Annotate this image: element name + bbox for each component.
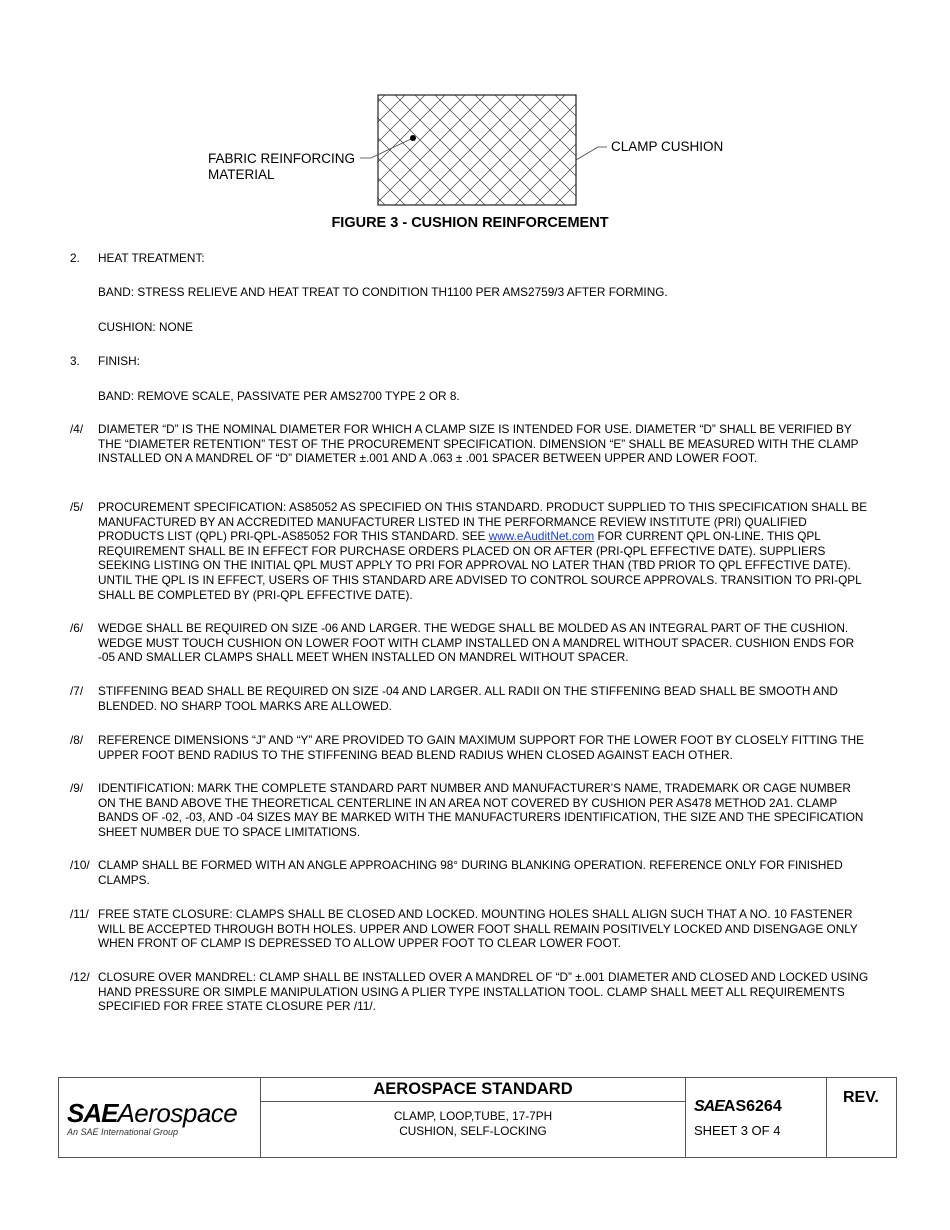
standard-description: CLAMP, LOOP,TUBE, 17-7PH CUSHION, SELF-LOCKING [393,1109,553,1138]
cushion-block [378,95,576,205]
title-cell [261,1078,686,1157]
logo-cell [59,1078,261,1157]
sae-mark: SAE [694,1098,724,1115]
fabric-label [208,151,355,183]
clamp-cushion-label: CLAMP CUSHION [611,139,724,154]
note-5: /5/ PROCUREMENT SPECIFICATION: AS85052 AS SPECIFIED ON THIS STANDARD. PRODUCT SUPPLIED TO THIS SPECIFICATION SHALL BE MANUFACTURED BY AN ACCREDITED MANUFACTURER LISTED IN THE PERFORMANCE REVIEW INSTITUTE (PRI) QUALIFIED PRODUCTS LIST (QPL) PRI-QPL-AS85052 FOR THIS STANDARD. SEE www.eAuditNet.com FOR CURRENT QPL ON-LINE. THIS QPL REQUIREMENT SHALL BE IN EFFECT FOR PURCHASE ORDERS PLACED ON OR AFTER (PRI-QPL EFFECTIVE DATE). SUPPLIERS SEEKING LISTING ON THE INITIAL QPL MUST APPLY TO PRI FOR APPROVAL NO LATER THAN (TBD PRIOR TO QPL EFFECTIVE DATE). UNTIL THE QPL IS IN EFFECT, USERS OF THIS STANDARD ARE ADVISED TO CONTROL SOURCE APPROVALS. TRANSITION TO PRI-QPL SHALL BE COMPLETED BY (PRI-QPL EFFECTIVE DATE). [70,500,868,602]
doc-number-cell [686,1078,827,1157]
section-heat-treatment: 2. HEAT TREATMENT: [70,251,205,265]
sheet-number: SHEET 3 OF 4 [694,1123,781,1138]
cushion-diagram [0,0,950,240]
section-band-heat: BAND: STRESS RELIEVE AND HEAT TREAT TO CONDITION TH1100 PER AMS2759/3 AFTER FORMING. [98,285,668,299]
note-6: /6/ WEDGE SHALL BE REQUIRED ON SIZE -06 AND LARGER. THE WEDGE SHALL BE MOLDED AS AN INTEGRAL PART OF THE CUSHION. WEDGE MUST TOUCH CUSHION ON LOWER FOOT WITH CLAMP INSTALLED ON A MANDREL WITHOUT SPACER. CUSHION ENDS FOR -05 AND SMALLER CLAMPS SHALL MEET WHEN INSTALLED ON MANDREL WITHOUT SPACER. [70,621,855,665]
note-11: /11/ FREE STATE CLOSURE: CLAMPS SHALL BE CLOSED AND LOCKED. MOUNTING HOLES SHALL ALIGN SUCH THAT A NO. 10 FASTENER WILL BE ACCEPTED THROUGH BOTH HOLES. UPPER AND LOWER FOOT SHALL REMAIN POSITIVELY LOCKED AND DISENGAGE ONLY WHEN FRONT OF CLAMP IS DEPRESSED TO ALLOW UPPER FOOT TO CLEAR LOWER FOOT. [70,907,858,951]
title-block [58,1077,897,1158]
note-12: /12/ CLOSURE OVER MANDREL: CLAMP SHALL BE INSTALLED OVER A MANDREL OF “D” ±.001 DIAMETER AND CLOSED AND LOCKED USING HAND PRESSURE OR SIMPLE MANIPULATION USING A PLIER TYPE INSTALLATION TOOL. CLAMP SHALL MEET ALL REQUIREMENTS SPECIFIED FOR FREE STATE CLOSURE PER /11/. [70,970,869,1014]
fabric-label-line2: MATERIAL [208,167,275,182]
sae-aerospace-logo: SAEAerospace An SAE International Group [67,1098,238,1137]
section-finish: 3. FINISH: [70,354,140,368]
document-number: SAEAS6264 [694,1098,782,1115]
eauditnet-link[interactable]: www.eAuditNet.com [488,529,595,544]
leader-cushion [576,147,598,160]
fabric-label-line1: FABRIC REINFORCING [208,151,356,166]
note-9: /9/ IDENTIFICATION: MARK THE COMPLETE STANDARD PART NUMBER AND MANUFACTURER’S NAME, TRADEMARK OR CAGE NUMBER ON THE BAND ABOVE THE THEORETICAL CENTERLINE IN AN AREA NOT COVERED BY CUSHION PER AS478 METHOD 2A1. CLAMP BANDS OF -02, -03, AND -04 SIZES MAY BE MARKED WITH THE MANUFACTURERS IDENTIFICATION, THE SIZE AND THE SPECIFICATION SHEET NUMBER DUE TO SPACE LIMITATIONS. [70,781,864,839]
note-10: /10/ CLAMP SHALL BE FORMED WITH AN ANGLE APPROACHING 98° DURING BLANKING OPERATION. REFERENCE ONLY FOR FINISHED CLAMPS. [70,858,843,887]
note-4: /4/ DIAMETER “D” IS THE NOMINAL DIAMETER FOR WHICH A CLAMP SIZE IS INTENDED FOR USE. DIAMETER “D” SHALL BE VERIFIED BY THE “DIAMETER RETENTION” TEST OF THE PROCUREMENT SPECIFICATION. DIMENSION “E” SHALL BE MEASURED WITH THE CLAMP INSTALLED ON A MANDREL OF “D” DIAMETER ±.001 AND A .063 ± .001 SPACER BETWEEN UPPER AND LOWER FOOT. [70,422,859,466]
figure-title: FIGURE 3 - CUSHION REINFORCEMENT [331,215,609,231]
note-7: /7/ STIFFENING BEAD SHALL BE REQUIRED ON SIZE -04 AND LARGER. ALL RADII ON THE STIFFENING BEAD SHALL BE SMOOTH AND BLENDED. NO SHARP TOOL MARKS ARE ALLOWED. [70,684,838,713]
section-band-finish: BAND: REMOVE SCALE, PASSIVATE PER AMS2700 TYPE 2 OR 8. [98,389,460,403]
leader-dot [410,135,416,141]
section-cushion: CUSHION: NONE [98,320,194,334]
rev-cell [827,1078,897,1157]
revision-label: REV. [843,1089,879,1106]
note-8: /8/ REFERENCE DIMENSIONS “J” AND “Y” ARE PROVIDED TO GAIN MAXIMUM SUPPORT FOR THE LOWER FOOT BY CLOSELY FITTING THE UPPER FOOT BEND RADIUS TO THE STIFFENING BEAD BLEND RADIUS WHEN CLOSED AGAINST EACH OTHER. [70,733,865,762]
figure-cushion-reinforcement [0,0,950,240]
standard-title: AEROSPACE STANDARD [261,1078,685,1102]
